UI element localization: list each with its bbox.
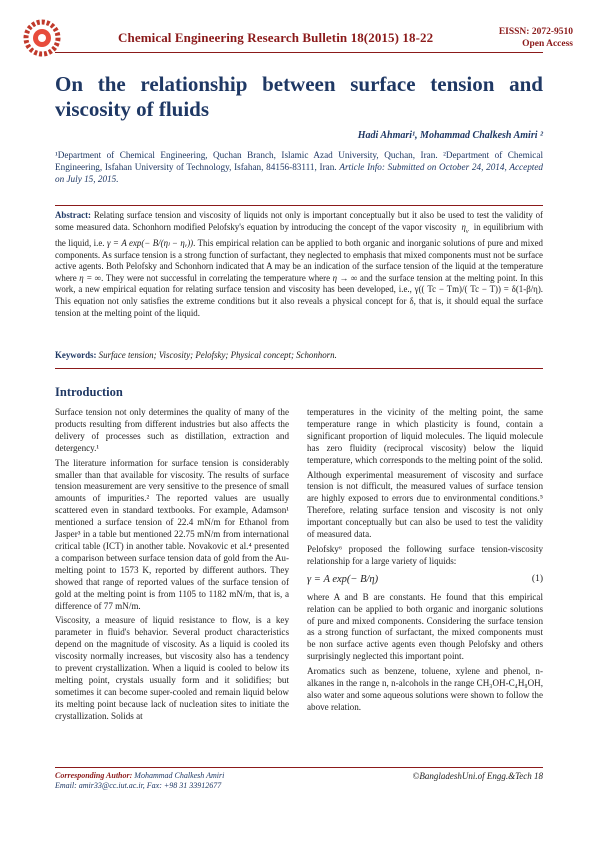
- eissn-block: [499, 26, 573, 50]
- page-footer: ©BangladeshUni.of Engg.&Tech 18: [412, 771, 543, 781]
- corr-label: Corresponding Author:: [55, 771, 133, 780]
- paragraph: The literature information for surface tension is considerably smaller than that available for viscosity. The results of surface tension measurement are very sensitive to the presence of small amounts of impurities.² The reported values are usually scattered even in standard textbooks. For example, Adamson¹ mentioned a surface tension of 22.4 mN/m for Ethanol from Jasper³ in a table but mentioned 22.75 mN/m from international critical table (ICT) in another table. Novakovic et al.⁴ presented a comparison between surface tension data of gold from the Au-melting point to 1573 K, reported by different authors. They showed that range of reported values of the surface tension of gold at the melting point is from 1105 to 1182 mN/m, that is, a difference of 77 mN/m.: [55, 457, 289, 611]
- section-heading-introduction: Introduction: [55, 385, 123, 399]
- keywords: [55, 350, 543, 360]
- paragraph: Pelofsky⁶ proposed the following surface tension-viscosity relationship for a large variety of liquids:: [307, 543, 543, 566]
- equation-1: [307, 574, 543, 586]
- footer-rule: [55, 767, 543, 768]
- corr-name: Mohammad Chalkesh Amiri: [134, 771, 225, 780]
- affiliation: [55, 149, 543, 186]
- paragraph: Viscosity, a measure of liquid resistance to flow, is a key parameter in fluid's behavior. Several product characteristics depend on the magnitude of viscosity. As a liquid is cooled its viscosity normally increases, but viscosity also has a tendency to prevent crystallization. When a liquid is cooled to below its melting point, crystals usually form and it solidifies; but sometimes it can become super-cooled and remain liquid below its melting point because lack of nucleation sites to initiate the crystallization. Solids at: [55, 615, 289, 721]
- paragraph: temperatures in the vicinity of the melting point, the same temperature range in which plasticity is found, contain a significant proportion of liquid molecules. The liquid molecule has zero fluidity (reciprocal viscosity) below the liquid temperature, which corresponds to the melting point of the solid.: [307, 407, 543, 465]
- keywords-text: Surface tension; Viscosity; Pelofsky; Physical concept; Schonhorn.: [98, 350, 337, 360]
- keywords-label: Keywords:: [55, 350, 97, 360]
- abstract-top-rule: [55, 205, 543, 206]
- column-left: [55, 407, 289, 726]
- header-rule: [55, 52, 543, 53]
- corr-email[interactable]: Email: amir33@cc.iut.ac.ir, Fax: +98 31 33912677: [55, 781, 222, 790]
- eta-v-symbol: $\eta_v$: [458, 221, 469, 235]
- paper-title: On the relationship between surface tension and viscosity of fluids: [55, 72, 543, 121]
- abstract-p1b: in equilibrium with the liquid, i.e.: [55, 221, 544, 248]
- abstract-bottom-rule: [55, 368, 543, 369]
- abstract-p1: Relating surface tension and viscosity of liquids not only is important conceptually but it also be used to test the validity of some measured data. Schonhorn modified Pelofsky's equation by introducing the concept of the vapor viscosity: [55, 210, 544, 232]
- abstract-p3: . They were not successful in correlating the temperature where: [101, 272, 331, 283]
- abstract-label: Abstract:: [55, 210, 91, 220]
- abstract-eq-eta-inf: η = ∞: [79, 272, 102, 283]
- corresponding-author: [55, 771, 224, 791]
- abstract-p2: . This empirical relation can be applied to both organic and inorganic solutions of pure and mixed components. As surface tension is a strong function of surfactant, they neglected to emphasis that mixed components must not be surface active agents. Both Pelofsky and Schonhorn indicated that A may be an indication of the surface tension of the liquid at the temperature where: [55, 237, 543, 283]
- abstract-p4: and the surface tension at the melting point. In this work, a new empirical equation for relating surface tension and viscosity has been developed, i.e., γ(( Tc − Tm)/( Tc − T)) = δ(1-β/η). This equation not only satisfies the extreme conditions but it also reveals a physical concept for δ, that is, it should equal the surface tension at the melting point of the liquid.: [55, 272, 544, 318]
- open-access: Open Access: [522, 39, 573, 49]
- equation-text: γ = A exp(− B/η): [307, 573, 379, 585]
- column-right: [307, 407, 543, 717]
- affiliation-text: ¹Department of Chemical Engineering, Quchan Branch, Islamic Azad University, Quchan, Iran. ²Department of Chemical Engineering, Isfahan University of Technology, Isfahan, 84156-83111, Iran.: [55, 150, 543, 173]
- journal-name: Chemical Engineering Research Bulletin 18(2015) 18-22: [118, 30, 434, 45]
- paragraph: where A and B are constants. He found that this empirical relation can be applied to both organic and inorganic solutions of pure and mixed components. Considering the surface tension as a strong function of surfactant, the mixed components must be non surface active agents even though Pelofsky and others surprisingly neglected this important point.: [307, 591, 543, 662]
- eissn: EISSN: 2072-9510: [498, 27, 573, 37]
- paragraph: Surface tension not only determines the quality of many of the products resulting from different industries but also affects the delivery of processes such as distillation, extraction and detergency.¹: [55, 407, 289, 453]
- abstract: [55, 210, 543, 319]
- article-info: Article Info: Submitted on October 24, 2014, Accepted on July 15, 2015.: [55, 162, 544, 185]
- paragraph: Aromatics such as benzene, toluene, xylene and phenol, n-alkanes in the range n, n-alcohols in the range CH₃OH-C₄H₉OH, also water and some aqueous solutions were shown to follow the above relation.: [307, 666, 543, 712]
- abstract-eq-schonhorn: γ = A exp(− B/(ηₗ − ηᵥ)): [106, 237, 194, 248]
- abstract-eq-eta-to-inf: η → ∞: [332, 272, 358, 283]
- equation-number: (1): [531, 573, 543, 584]
- authors: Hadi Ahmari¹, Mohammad Chalkesh Amiri ²: [357, 130, 543, 141]
- paragraph: Although experimental measurement of viscosity and surface tension is not difficult, the measured values of surface tension are highly exposed to errors due to environmental conditions.⁵ Therefore, relating surface tension and viscosity is not only important conceptually but can also be used to test the validity of measured data.: [307, 469, 543, 540]
